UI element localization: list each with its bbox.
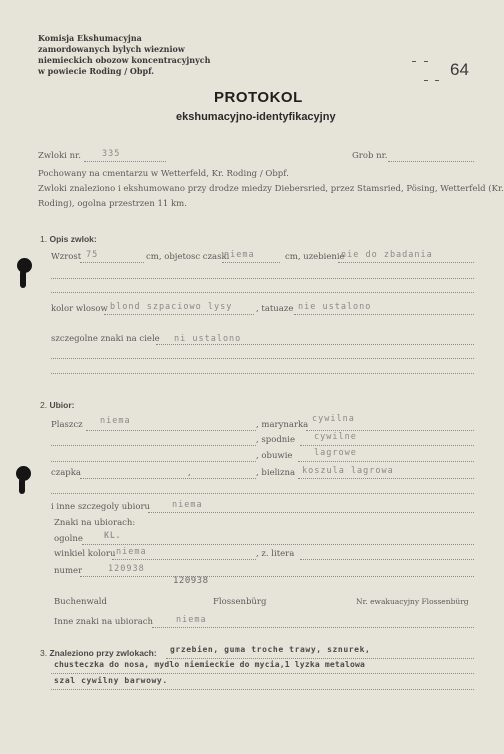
znaki-cialo-value: ni ustalono [174,334,242,344]
document-title: PROTOKOL [214,89,303,106]
litera-line [300,559,474,560]
blank-line [51,292,474,293]
kolor-value: blond szpaciowo lysy [110,302,233,312]
header-org-line-3: niemieckich obozow koncentracyjnych [38,55,211,65]
objetosc-line [222,262,280,263]
winkiel-line [112,559,256,560]
zwloki-label: Zwloki nr. [38,151,81,161]
inne-szczegoly-line [148,512,474,513]
znaki-cialo-label: szczegolne znaki na ciele [51,334,160,344]
margin-mark [424,80,428,81]
tatuaze-value: nie ustalono [298,302,372,312]
inne-szczegoly-label: i inne szczegoly ubioru [51,502,150,512]
section-1-number: 1. [40,234,48,244]
punch-hole-tear [19,478,25,494]
header-org-line-4: w powiecie Roding / Obpf. [38,66,155,76]
inne-znaki-label: Inne znaki na ubiorach [54,617,153,627]
wzrost-value: 75 [86,250,99,260]
margin-mark [412,61,416,62]
czapka-label: czapka [51,468,81,478]
blank-line [51,461,256,462]
section-3-heading [40,648,157,658]
uzebienie-line [338,262,474,263]
marynarka-value: cywilna [312,414,355,424]
blank-line [51,373,474,374]
obuwie-label: , obuwie [256,451,293,461]
objetosc-label: cm, objetosc czaski [146,252,230,262]
pochowany-text: Pochowany na cmentarzu w Wetterfeld, Kr. Roding / Obpf. [38,169,289,179]
uzebienie-value: nie do zbadania [341,250,433,260]
bielizna-value: koszula lagrowa [302,466,394,476]
camp-buchenwald: Buchenwald [54,597,107,607]
ewakuacyjny-label: Nr. ewakuacyjny Flossenbürg [356,597,469,606]
marynarka-label: , marynarka [256,420,309,430]
section-2-heading [40,400,75,410]
page-number: 64 [450,60,469,79]
section-3-title: Znaleziono przy zwlokach: [49,648,157,658]
inne-znaki-line [152,627,474,628]
number-stamp: 120938 [173,576,209,586]
numer-value: 120938 [108,564,145,574]
ogolne-line [82,544,474,545]
zwloki-line [84,161,166,162]
punch-hole-tear [20,270,26,288]
kolor-label: kolor wlosow [51,304,108,314]
znaki-ubior-label: Znaki na ubiorach: [54,518,136,528]
spodnie-line [300,445,474,446]
margin-mark [435,80,439,81]
camp-flossenburg: Flossenbürg [213,597,267,607]
section-2-number: 2. [40,400,48,410]
margin-mark [424,61,428,62]
spodnie-label: , spodnie [256,435,295,445]
tatuaze-line [294,314,474,315]
header-org-line-1: Komisja Ekshumacyjna [38,33,142,43]
bielizna-label: , bielizna [256,468,296,478]
uzebienie-label: cm, uzebienie [285,252,345,262]
inne-znaki-value: niema [176,615,207,625]
tatuaze-label: , tatuaze [256,304,294,314]
marynarka-line [306,430,474,431]
header-org-line-2: zamordowanych bylych wiezniow [38,44,185,54]
blank-line [51,493,474,494]
obuwie-value: lagrowe [314,448,357,458]
znaleziono-value-2: chusteczka do nosa, mydlo niemieckie do mycia,1 lyzka metalowa [54,660,366,669]
znaleziono-value-3: szal cywilny barwowy. [54,676,168,685]
plaszcz-line [86,430,256,431]
czapka-value: , [188,468,191,478]
znaleziono-line-1 [166,658,474,659]
winkiel-label: winkiel koloru [54,549,116,559]
znaleziono-text-2: Roding), ogolna przestrzen 11 km. [38,199,187,209]
znaleziono-line-2 [51,673,474,674]
inne-szczegoly-value: niema [172,500,203,510]
winkiel-value: niema [116,547,147,557]
wzrost-label: Wzrost [51,252,82,262]
objetosc-value: niema [224,250,255,260]
zwloki-value: 335 [102,149,121,159]
obuwie-line [298,461,474,462]
czapka-line [80,478,256,479]
znaleziono-line-3 [51,689,474,690]
numer-line [80,576,474,577]
numer-label: numer [54,566,83,576]
litera-label: , z. litera [256,549,295,559]
ogolne-label: ogolne [54,534,83,544]
wzrost-line [80,262,144,263]
znaleziono-value-1: grzebien, guma troche trawy, sznurek, [170,645,371,654]
document-subtitle: ekshumacyjno-identyfikacyjny [176,111,336,123]
blank-line [51,278,474,279]
section-1-title: Opis zwlok: [49,234,97,244]
plaszcz-value: niema [100,416,131,426]
spodnie-value: cywilne [314,432,357,442]
grob-label: Grob nr. [352,151,388,161]
ogolne-value: KL. [104,531,122,541]
znaleziono-text-1: Zwloki znaleziono i ekshumowano przy drodze miedzy Diebersried, przez Stamsried, Pösing, Wetterfeld (Kr. [38,184,504,194]
znaki-cialo-line [156,344,474,345]
blank-line [51,445,256,446]
section-2-title: Ubior: [49,400,75,410]
section-1-heading [40,234,97,244]
kolor-line [104,314,254,315]
section-3-number: 3. [40,648,48,658]
bielizna-line [298,478,474,479]
plaszcz-label: Plaszcz [51,420,83,430]
grob-line [388,161,474,162]
blank-line [51,358,474,359]
